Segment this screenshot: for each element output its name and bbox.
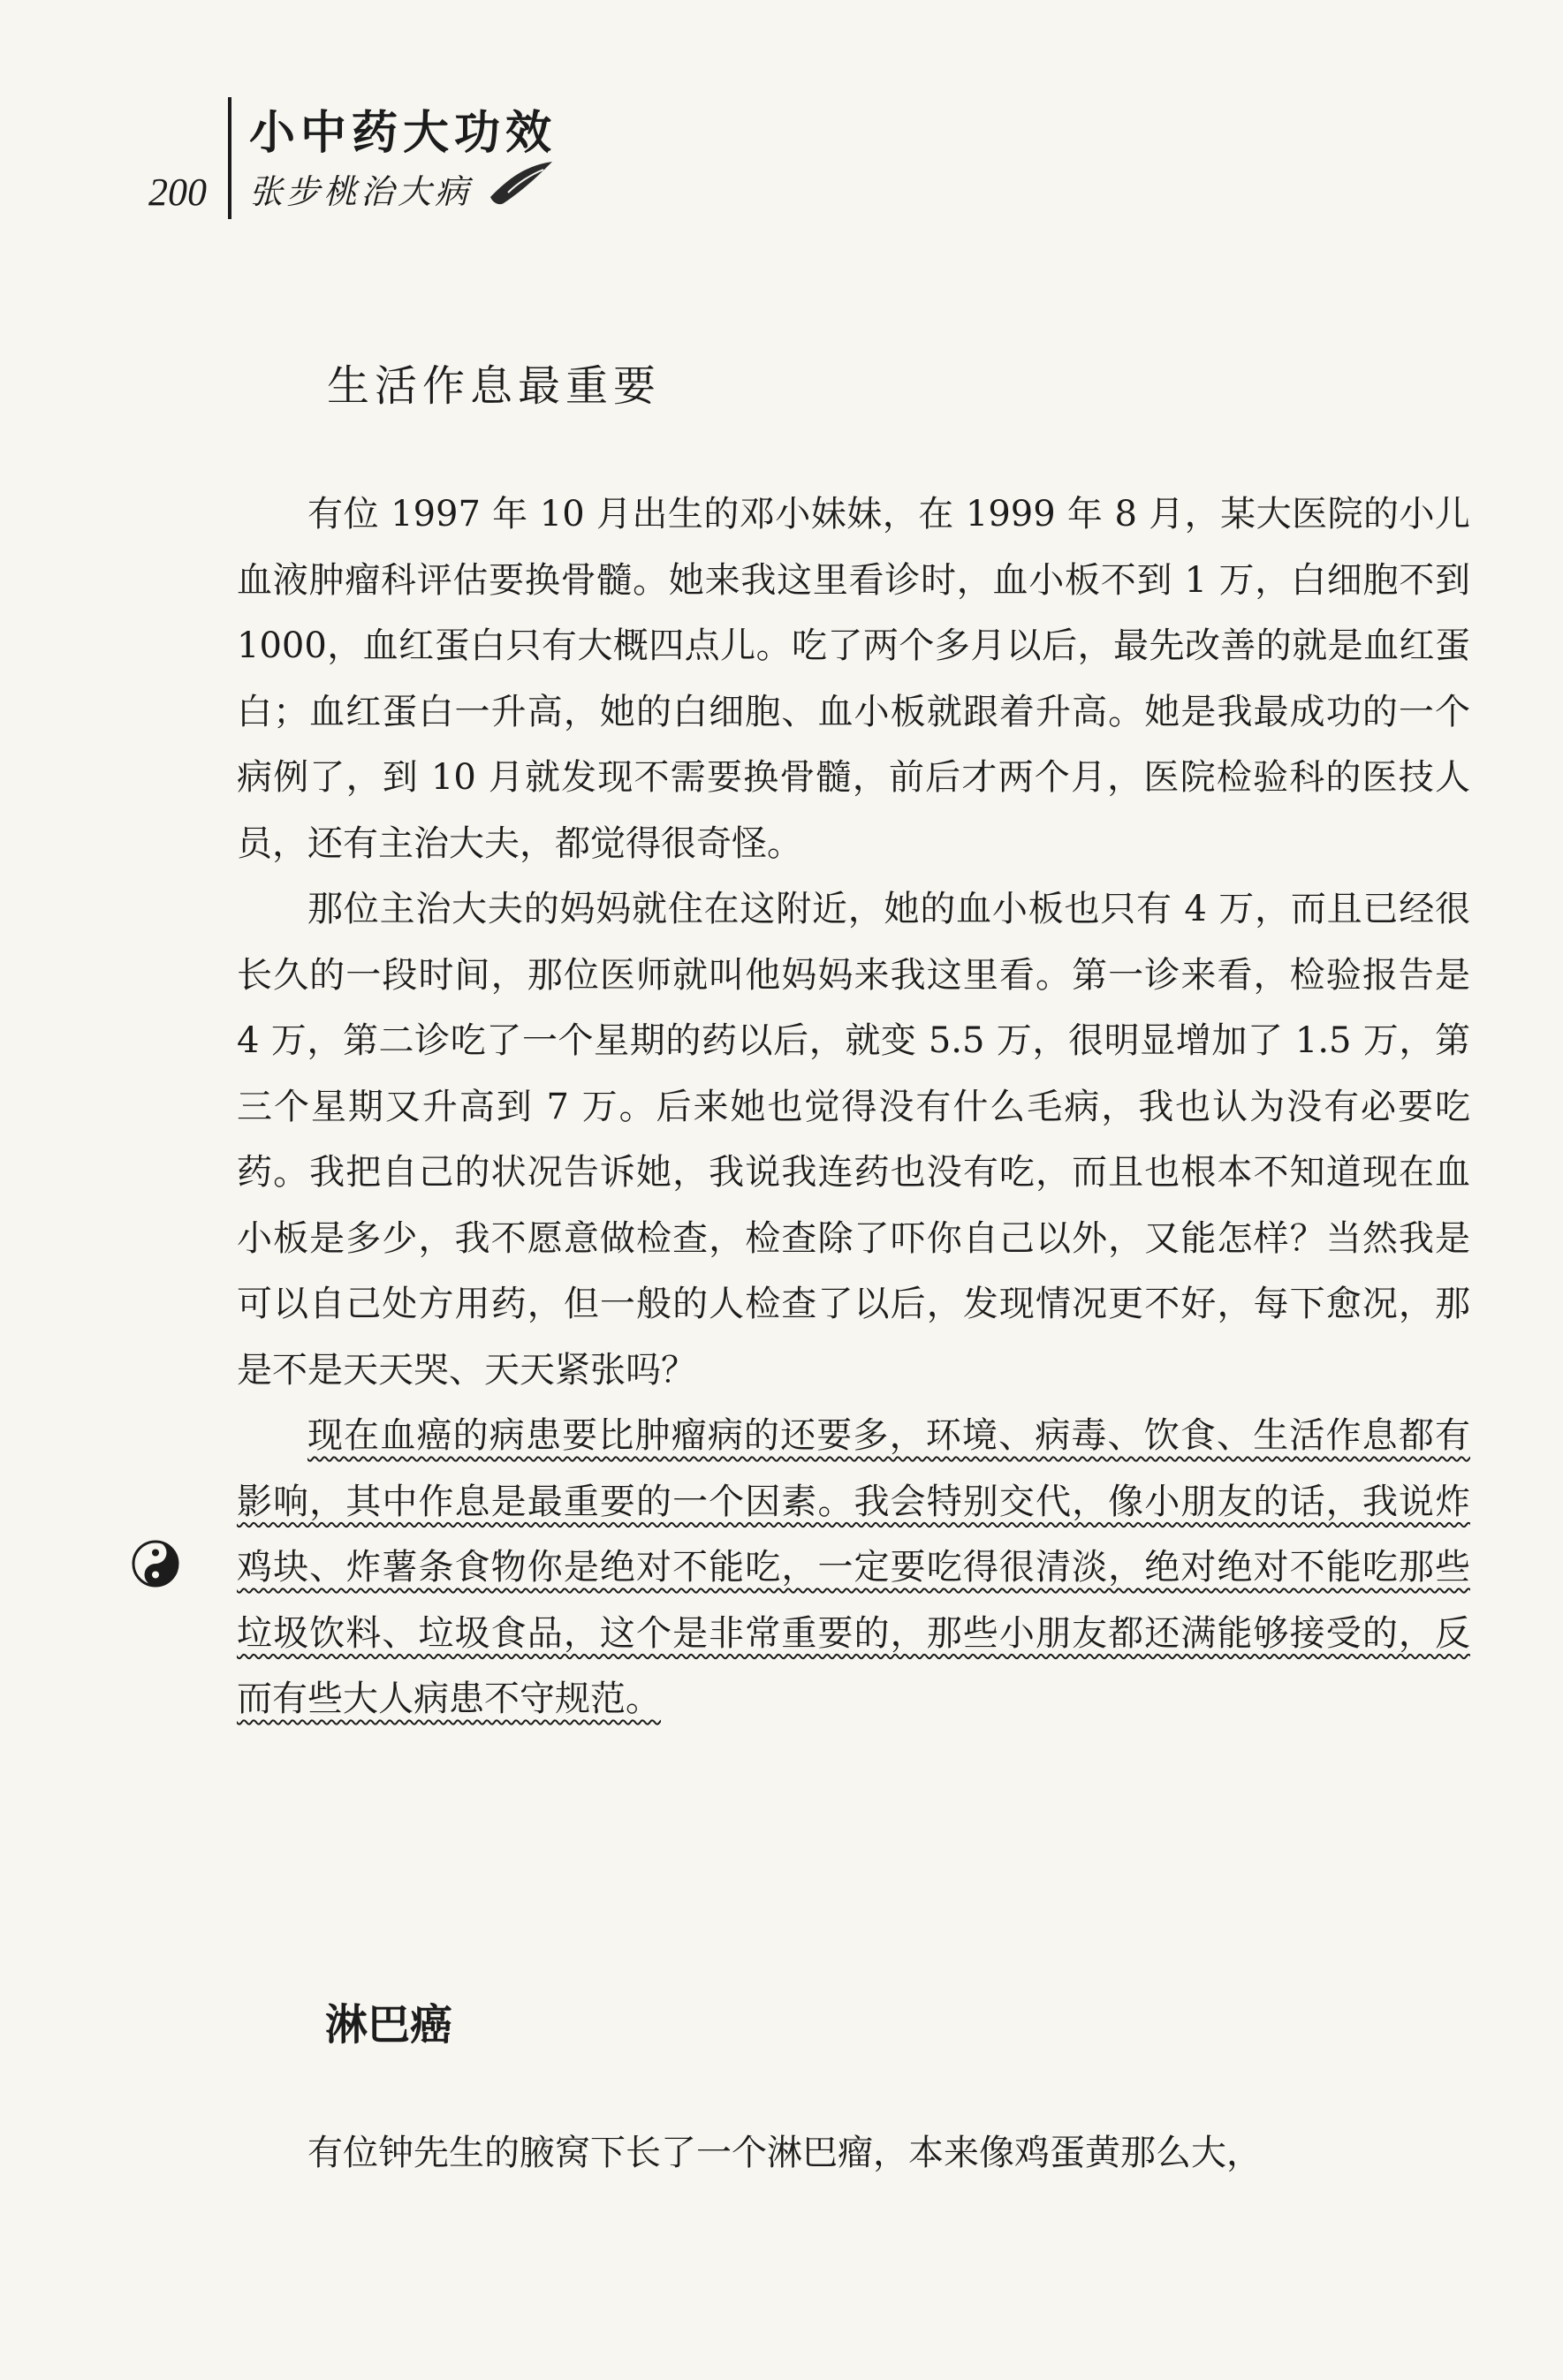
brush-icon bbox=[486, 157, 557, 210]
body-text bbox=[237, 481, 1470, 1732]
section2-title: 淋巴癌 bbox=[325, 2000, 453, 2050]
header-divider bbox=[228, 97, 231, 219]
paragraph-2: 那位主治大夫的妈妈就住在这附近，她的血小板也只有 4 万，而且已经很长久的一段时间，那位医师就叫他妈妈来我这里看。第一诊来看，检验报告是 4 万，第二诊吃了一个星期的药以后，就变 5.5 万，很明显增加了 1.5 万，第三个星期又升高到 7 万。后来她也觉得没有什么毛病，我也认为没有必要吃药。我把自己的状况告诉她，我说我连药也没有吃，而且也根本不知道现在血小板是多少，我不愿意做检查，检查除了吓你自己以外，又能怎样？当然我是可以自己处方用药，但一般的人检查了以后，发现情况更不好，每下愈况，那是不是天天哭、天天紧张吗？ bbox=[237, 889, 1470, 1391]
book-title: 小中药大功效 bbox=[249, 107, 558, 160]
underlined-text: 现在血癌的病患要比肿瘤病的还要多，环境、病毒、饮食、生活作息都有影响，其中作息是最重要的一个因素。我会特别交代，像小朋友的话，我说炸鸡块、炸薯条食物你是绝对不能吃，一定要吃得很清淡，绝对绝对不能吃那些垃圾饮料、垃圾食品，这个是非常重要的，那些小朋友都还满能够接受的，反而有些大人病患不守规范。 bbox=[237, 1415, 1470, 1719]
section2-body bbox=[237, 2120, 1470, 2186]
paragraph-1: 有位 1997 年 10 月出生的邓小妹妹，在 1999 年 8 月，某大医院的小儿血液肿瘤科评估要换骨髓。她来我这里看诊时，血小板不到 1 万，白细胞不到 1000，血红蛋白只有大概四点儿。吃了两个多月以后，最先改善的就是血红蛋白；血红蛋白一升高，她的白细胞、血小板就跟着升高。她是我最成功的一个病例了，到 10 月就发现不需要换骨髓，前后才两个月，医院检验科的医技人员，还有主治大夫，都觉得很奇怪。 bbox=[237, 494, 1470, 864]
paragraph-3 bbox=[237, 1403, 1470, 1732]
yin-yang-icon bbox=[131, 1539, 180, 1588]
book-subtitle: 张步桃治大病 bbox=[249, 172, 473, 211]
section-title: 生活作息最重要 bbox=[327, 361, 662, 411]
section2-paragraph: 有位钟先生的腋窝下长了一个淋巴瘤，本来像鸡蛋黄那么大， bbox=[307, 2133, 1262, 2173]
page-number: 200 bbox=[148, 171, 207, 214]
